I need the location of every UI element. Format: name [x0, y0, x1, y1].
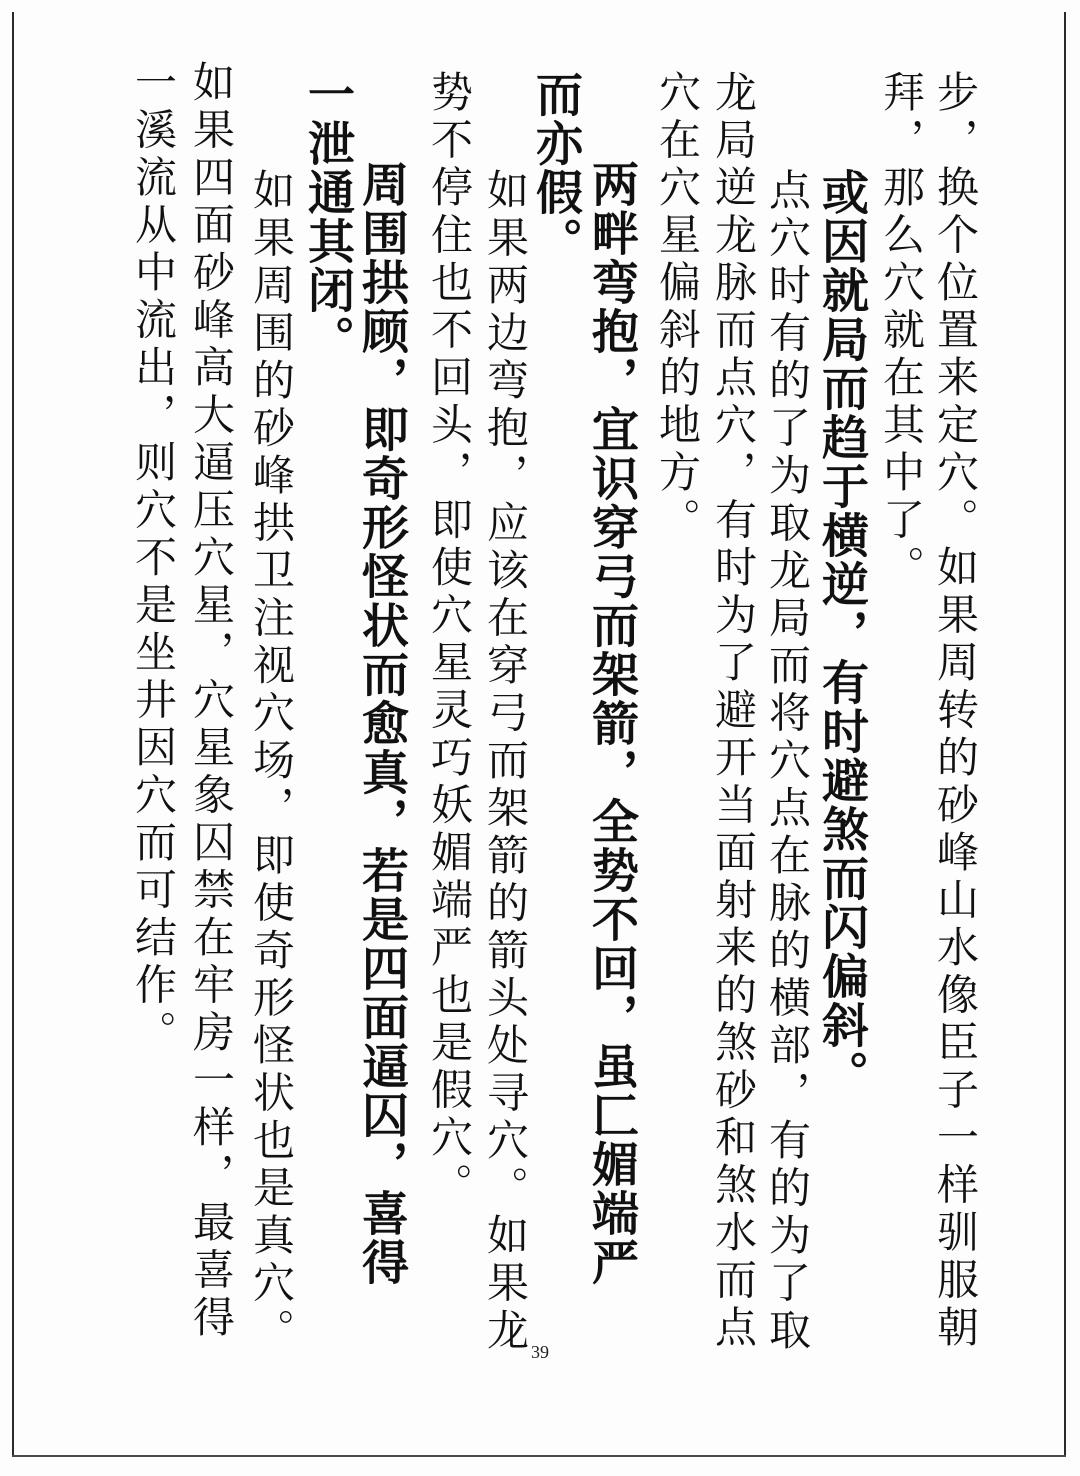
text-column-6: 穴在穴星偏斜的地方。: [653, 70, 702, 545]
heading-column-12: 一泄通其闭。: [300, 70, 355, 364]
page-border-right: [1064, 12, 1066, 1457]
text-column-14: 如果四面砂峰高大逼压穴星，穴星象囚禁在牢房一样，最喜得: [187, 60, 236, 1343]
text-column-2: 拜，那么穴就在其中了。: [877, 70, 926, 593]
page-border-left: [12, 12, 14, 1457]
text-column-15: 一溪流从中流出，则穴不是坐井因穴而可结作。: [129, 60, 178, 1058]
heading-column-3: 或因就局而趋于横逆，有时避煞而闪偏斜。: [814, 168, 869, 1099]
heading-column-7: 两畔弯抱，宜识穿弓而架箭，全势不回，虽匚媚端严: [584, 160, 639, 1287]
heading-column-11: 周围拱顾，即奇形怪状而愈真，若是四面逼囚，喜得: [354, 160, 409, 1287]
text-column-4: 点穴时有的了为取龙局而将穴点在脉的横部，有的为了取: [763, 168, 812, 1356]
heading-column-8: 而亦假。: [528, 70, 583, 266]
text-column-13: 如果周围的砂峰拱卫注视穴场，即使奇形怪状也是真穴。: [247, 168, 296, 1356]
text-column-1: 步，换个位置来定穴。如果周转的砂峰山水像臣子一样驯服朝: [931, 70, 980, 1353]
text-column-9: 如果两边弯抱，应该在穿弓而架箭的箭头处寻穴。如果龙: [481, 168, 530, 1356]
page-border-bottom: [12, 1455, 1066, 1457]
text-column-10: 势不停住也不回头，即使穴星灵巧妖媚端严也是假穴。: [425, 70, 474, 1210]
page-number: 39: [531, 1342, 549, 1362]
text-column-5: 龙局逆龙脉而点穴，有时为了避开当面射来的煞砂和煞水而点: [709, 70, 758, 1353]
